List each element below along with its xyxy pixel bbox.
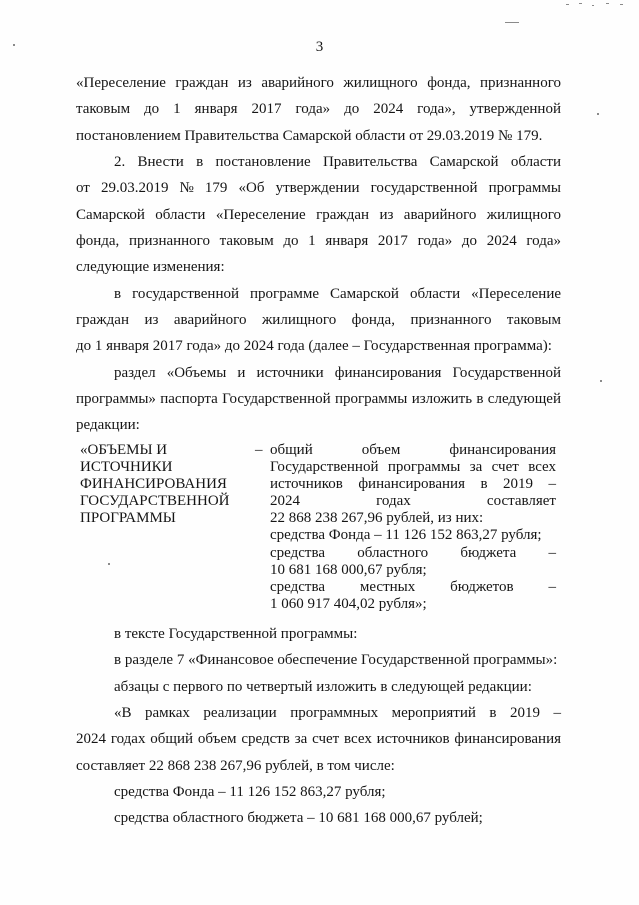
text-line: Самарской области «Переселение граждан из аварийного жилищного <box>76 206 561 223</box>
text-line: таковым до 1 января 2017 года» до 2024 года», утвержденной <box>76 101 561 118</box>
label-line: «ОБЪЕМЫ И <box>80 442 168 458</box>
text-line: 2024 годах общий объем средств за счет всех источников финансирования <box>76 731 561 748</box>
table-label-cell <box>80 442 252 527</box>
paragraph-passport-section <box>76 360 561 439</box>
text-line: раздел «Объемы и источники финансирования Государственной <box>114 364 561 381</box>
text-line: 2. Внести в постановление Правительства Самарской области <box>114 154 561 171</box>
scan-speck <box>620 4 623 5</box>
value-line: 2024 годах составляет <box>270 493 556 510</box>
paragraph-program-text-changes <box>76 621 561 647</box>
scan-speck <box>597 113 599 115</box>
text-line: постановлением Правительства Самарской области от 29.03.2019 № 179. <box>76 127 543 144</box>
value-line: средства областного бюджета – <box>270 544 556 561</box>
value-line: средства Фонда – 11 126 152 863,27 рубля; <box>270 527 542 544</box>
scan-speck <box>600 380 602 382</box>
label-line: ФИНАНСИРОВАНИЯ <box>80 476 227 493</box>
text-line: в государственной программе Самарской области «Переселение <box>114 285 561 302</box>
text-line: «В рамках реализации программных мероприятий в 2019 – <box>114 705 561 722</box>
value-line: Государственной программы за счет всех <box>270 459 556 476</box>
body-text-bottom <box>76 621 561 832</box>
label-line: ПРОГРАММЫ <box>80 510 176 527</box>
passport-financing-table <box>80 442 556 613</box>
value-line: 22 868 238 267,96 рублей, из них: <box>270 510 484 527</box>
scan-speck <box>505 22 519 23</box>
value-line: 10 681 168 000,67 рубля; <box>270 561 427 578</box>
paragraph-program-reference <box>76 281 561 360</box>
table-dash-separator: – <box>255 442 263 458</box>
text-line: средства областного бюджета – 10 681 168 000,67 рублей; <box>114 810 483 827</box>
page-number: 3 <box>315 39 324 55</box>
text-line: абзацы с первого по четвертый изложить в следующей редакции: <box>114 678 532 695</box>
text-line: «Переселение граждан из аварийного жилищного фонда, признанного <box>76 75 561 91</box>
value-line: 1 060 917 404,02 рубля»; <box>270 595 427 612</box>
label-line: ИСТОЧНИКИ <box>80 459 173 476</box>
paragraph-replacement-instruction <box>76 674 561 700</box>
body-text-top <box>76 70 561 439</box>
text-line: граждан из аварийного жилищного фонда, признанного таковым <box>76 312 561 329</box>
text-line: редакции: <box>76 417 140 434</box>
text-line: средства Фонда – 11 126 152 863,27 рубля; <box>114 784 386 801</box>
paragraph-fund-amount <box>76 779 561 805</box>
label-line: ГОСУДАРСТВЕННОЙ <box>80 493 230 510</box>
paragraph-new-wording-total <box>76 700 561 779</box>
paragraph-section-7 <box>76 647 561 673</box>
paragraph-item-2-amendments <box>76 149 561 281</box>
scan-speck <box>566 4 569 5</box>
text-line: следующие изменения: <box>76 259 225 276</box>
text-line: от 29.03.2019 № 179 «Об утверждении государственной программы <box>76 180 561 197</box>
text-line: составляет 22 868 238 267,96 рублей, в том числе: <box>76 757 395 774</box>
scan-speck <box>606 3 609 4</box>
table-value-cell <box>270 442 556 613</box>
paragraph-regional-budget-amount <box>76 805 561 831</box>
text-line: до 1 января 2017 года» до 2024 года (далее – Государственная программа): <box>76 338 552 355</box>
text-line: в разделе 7 «Финансовое обеспечение Государственной программы»: <box>114 652 558 669</box>
text-line: программы» паспорта Государственной программы изложить в следующей <box>76 391 561 408</box>
scan-speck <box>579 3 582 4</box>
value-line: средства местных бюджетов – <box>270 578 556 595</box>
value-line: общий объем финансирования <box>270 442 556 458</box>
text-line: фонда, признанного таковым до 1 января 2017 года» до 2024 года» <box>76 233 561 250</box>
text-line: в тексте Государственной программы: <box>114 626 358 642</box>
paragraph-resolution-reference <box>76 70 561 149</box>
scan-speck <box>592 5 594 6</box>
value-line: источников финансирования в 2019 – <box>270 476 556 493</box>
